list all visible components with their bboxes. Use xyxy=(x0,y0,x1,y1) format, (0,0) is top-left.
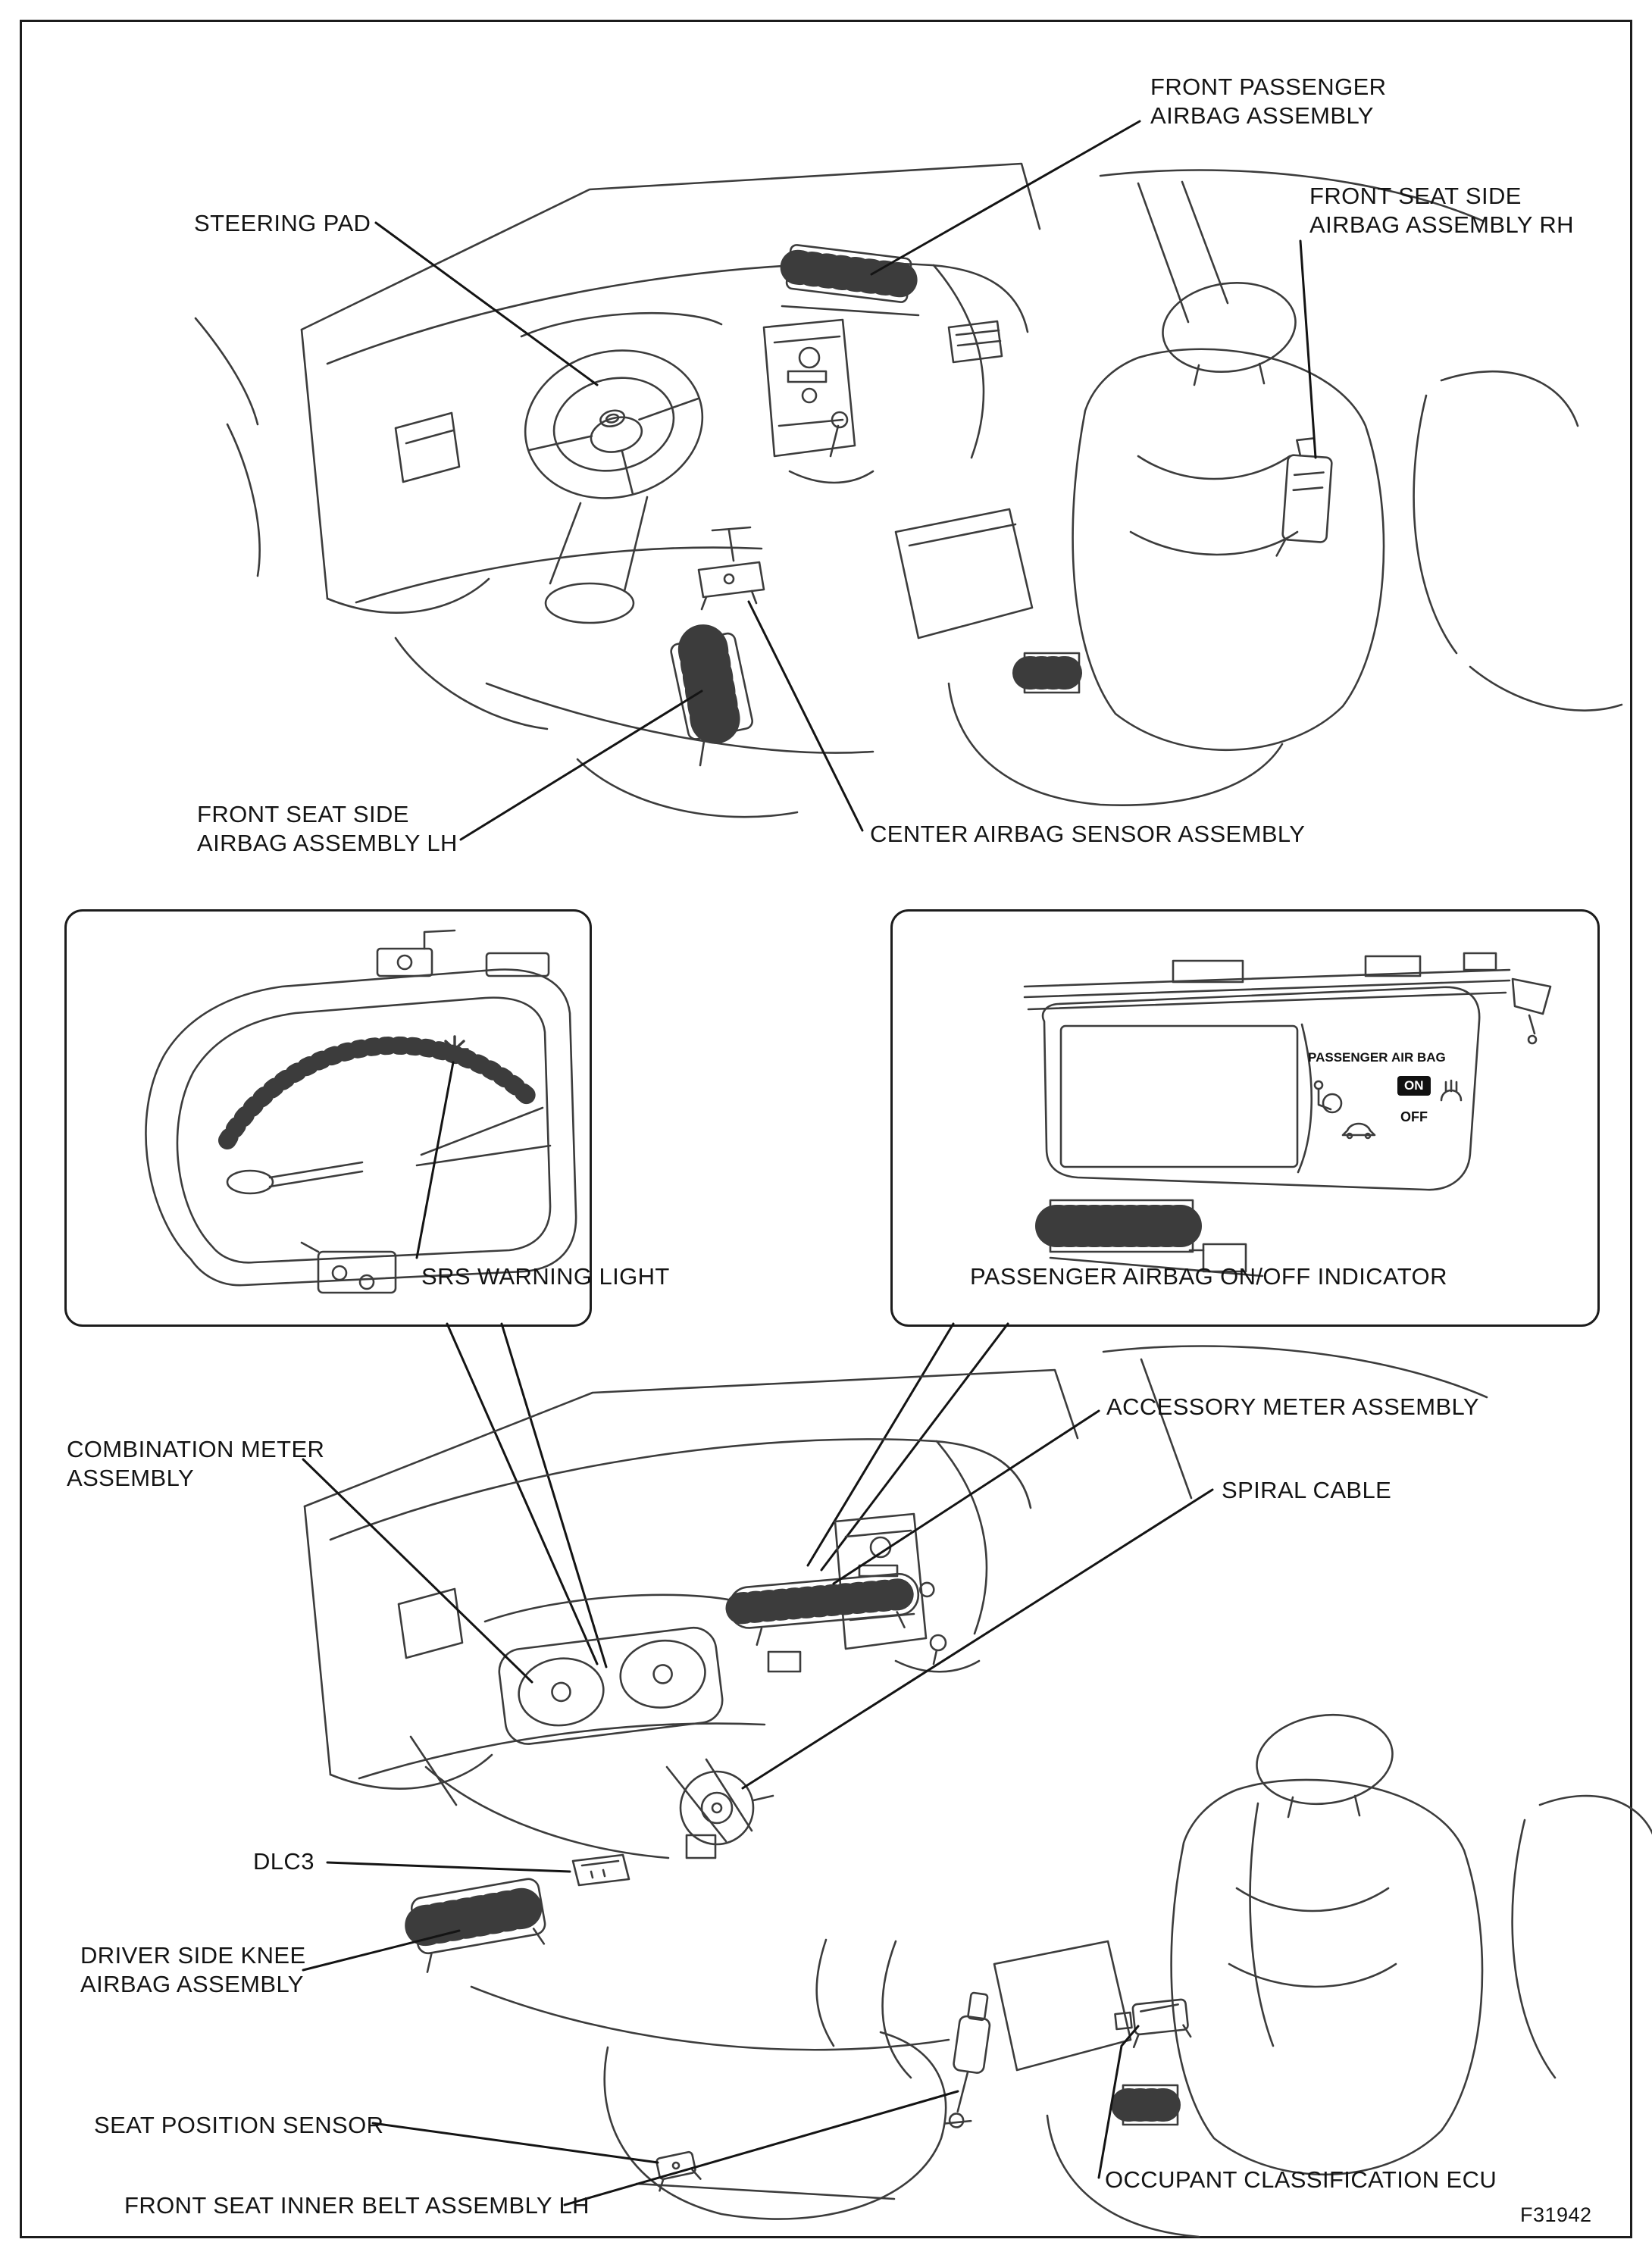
label-line: AIRBAG ASSEMBLY RH xyxy=(1309,211,1574,238)
bottom-leader-lines xyxy=(303,1411,1212,2205)
label-line: ASSEMBLY xyxy=(67,1465,195,1491)
label-center-airbag-sensor: CENTER AIRBAG SENSOR ASSEMBLY xyxy=(870,821,1306,847)
indicator-passenger-text: PASSENGER xyxy=(1308,1050,1388,1065)
label-line: AIRBAG ASSEMBLY LH xyxy=(197,830,458,856)
front-seat-side-airbag-module-rh xyxy=(1277,436,1334,559)
steering-wheel xyxy=(509,332,718,516)
top-interior-sketch xyxy=(196,164,1622,817)
label-accessory-meter: ACCESSORY METER ASSEMBLY xyxy=(1106,1393,1479,1420)
figure-code: F31942 xyxy=(1520,2203,1592,2226)
leader-driver-knee-airbag xyxy=(303,1931,459,1970)
label-srs-warning-light: SRS WARNING LIGHT xyxy=(421,1263,670,1290)
inset-left-sketch xyxy=(145,930,576,1293)
indicator-airbag-text: AIR BAG xyxy=(1391,1050,1446,1065)
label-line: FRONT PASSENGER xyxy=(1150,73,1387,100)
label-driver-knee-airbag xyxy=(80,1941,306,1999)
leader-center-airbag-sensor xyxy=(749,602,862,830)
connector-srs-to-meter-2 xyxy=(502,1324,606,1667)
leader-steering-pad xyxy=(376,223,597,385)
label-line: AIRBAG ASSEMBLY xyxy=(1150,102,1374,129)
car-icon xyxy=(1343,1124,1375,1138)
leader-front-passenger-airbag xyxy=(871,121,1140,274)
label-occupant-classification-ecu: OCCUPANT CLASSIFICATION ECU xyxy=(1105,2166,1497,2193)
inset-right-sketch xyxy=(1025,953,1550,1276)
srs-warning-light-icon xyxy=(442,1037,468,1062)
accessory-meter-part xyxy=(727,1571,937,1647)
spiral-cable-part xyxy=(681,1772,773,1858)
label-line: FRONT SEAT SIDE xyxy=(197,801,409,827)
front-passenger-airbag-module xyxy=(786,244,912,302)
top-leader-lines xyxy=(376,121,1316,840)
indicator-off-text: OFF xyxy=(1400,1109,1428,1124)
connector-indicator-to-accessory xyxy=(808,1324,953,1565)
driver-knee-airbag-module xyxy=(410,1878,549,1973)
label-seat-position-sensor: SEAT POSITION SENSOR xyxy=(94,2112,384,2138)
label-line: DRIVER SIDE KNEE xyxy=(80,1942,306,1969)
indicator-on-badge: ON xyxy=(1397,1076,1431,1096)
label-front-seat-side-rh xyxy=(1309,182,1574,239)
airbag-icon xyxy=(1315,1081,1341,1112)
leader-spiral-cable xyxy=(743,1490,1212,1788)
label-line: AIRBAG ASSEMBLY xyxy=(80,1971,304,1997)
label-spiral-cable: SPIRAL CABLE xyxy=(1222,1477,1392,1503)
leader-seat-position-sensor xyxy=(373,2123,658,2163)
inner-belt-part xyxy=(945,1991,994,2130)
front-seat-side-airbag-module-lh xyxy=(670,632,754,740)
label-front-seat-side-lh xyxy=(197,800,458,858)
label-front-seat-inner-belt: FRONT SEAT INNER BELT ASSEMBLY LH xyxy=(124,2192,590,2219)
leader-accessory-meter xyxy=(834,1411,1099,1584)
leader-combination-meter xyxy=(303,1459,532,1682)
connector-indicator-to-accessory-2 xyxy=(821,1324,1008,1570)
label-front-passenger-airbag xyxy=(1150,73,1386,130)
label-steering-pad: STEERING PAD xyxy=(194,210,371,236)
leader-front-seat-side-rh xyxy=(1300,241,1316,458)
dlc3-part xyxy=(573,1855,629,1885)
defroster-icon xyxy=(1441,1081,1461,1100)
label-combination-meter xyxy=(67,1435,324,1493)
label-passenger-airbag-indicator: PASSENGER AIRBAG ON/OFF INDICATOR xyxy=(970,1263,1447,1290)
center-airbag-sensor-part xyxy=(699,527,764,609)
label-line: COMBINATION METER xyxy=(67,1436,325,1462)
label-line: FRONT SEAT SIDE xyxy=(1309,183,1522,209)
leader-dlc3 xyxy=(327,1862,570,1872)
bottom-interior-sketch xyxy=(305,1346,1652,2238)
label-dlc3: DLC3 xyxy=(253,1848,314,1875)
